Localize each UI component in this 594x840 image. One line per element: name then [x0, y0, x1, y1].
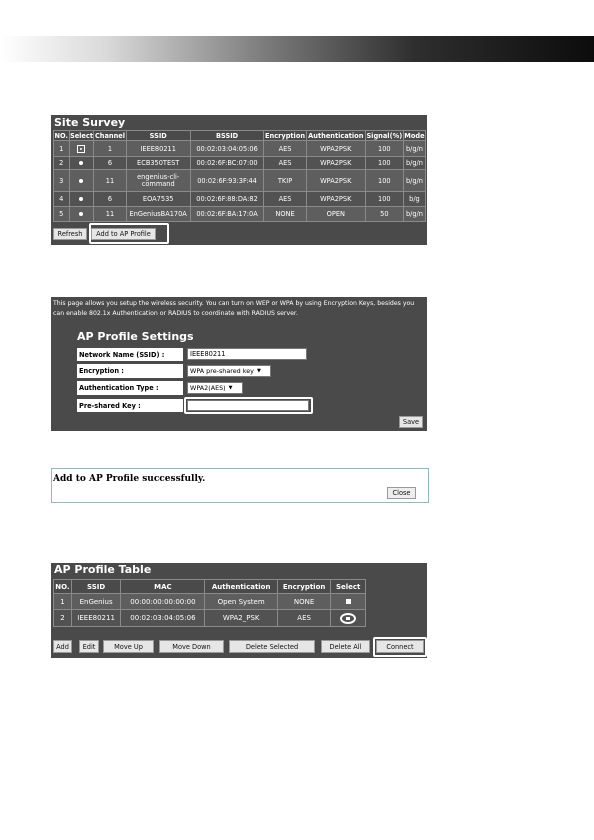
table-row[interactable]: [54, 141, 426, 157]
connect-button[interactable]: Connect: [376, 640, 424, 653]
table-row[interactable]: [54, 170, 426, 192]
psk-input[interactable]: [187, 400, 309, 411]
row-ssid: [126, 170, 190, 192]
radio-selected-icon: [77, 145, 85, 153]
row-ssid: EOA7535: [126, 192, 190, 207]
row-mode: b/g/n: [403, 157, 425, 170]
row-channel: 1: [94, 141, 126, 157]
row-mode: b/g/n: [403, 207, 425, 222]
select-radio-selected[interactable]: [69, 141, 94, 157]
row-encryption: NONE: [264, 207, 306, 222]
row-auth: WPA2_PSK: [205, 610, 277, 627]
row-enc: AES: [277, 610, 331, 627]
checkbox-checked-icon: [346, 617, 350, 620]
row-mode: b/g/n: [403, 170, 425, 192]
row-auth: Open System: [205, 594, 277, 610]
refresh-button[interactable]: Refresh: [53, 228, 87, 240]
select-radio[interactable]: [69, 192, 94, 207]
col-no: NO.: [54, 131, 68, 140]
encryption-select-value: WPA pre-shared key: [190, 367, 254, 375]
auth-type-select-value: WPA2(AES): [190, 384, 226, 392]
row-no: 2: [54, 610, 72, 627]
col-select: Select: [331, 580, 366, 594]
select-radio[interactable]: [69, 170, 94, 192]
row-encryption: AES: [264, 141, 306, 157]
row-auth: WPA2PSK: [306, 170, 365, 192]
row-signal: 100: [365, 157, 403, 170]
move-up-button[interactable]: Move Up: [103, 640, 154, 653]
col-select: Select: [69, 131, 93, 140]
row-mode: b/g/n: [403, 141, 425, 157]
row-no: 1: [54, 141, 70, 157]
row-auth: WPA2PSK: [306, 192, 365, 207]
row-encryption: AES: [264, 192, 306, 207]
row-signal: 50: [365, 207, 403, 222]
ssid-label: Network Name (SSID) :: [77, 348, 183, 361]
table-row[interactable]: [54, 594, 366, 610]
row-mode: b/g: [403, 192, 425, 207]
header-gradient-bar: [0, 36, 594, 62]
row-channel: 11: [94, 170, 126, 192]
row-channel: 6: [94, 192, 126, 207]
chevron-down-icon: ▼: [256, 368, 261, 374]
save-button[interactable]: Save: [399, 416, 423, 428]
table-row[interactable]: [54, 207, 426, 222]
table-row[interactable]: [54, 610, 366, 627]
row-bssid: 00:02:03:04:05:06: [190, 141, 264, 157]
delete-selected-button[interactable]: Delete Selected: [229, 640, 315, 653]
row-mac: 00:00:00:00:00:00: [121, 594, 205, 610]
col-no: NO.: [54, 580, 72, 594]
row-ssid: ECB350TEST: [126, 157, 190, 170]
row-encryption: TKIP: [264, 170, 306, 192]
site-survey-title: Site Survey: [54, 116, 126, 129]
col-authentication: Authentication: [205, 580, 277, 594]
col-channel: Channel: [94, 131, 126, 140]
row-ssid: IEEE80211: [71, 610, 120, 627]
row-enc: NONE: [277, 594, 331, 610]
radio-icon: [79, 161, 83, 165]
move-down-button[interactable]: Move Down: [159, 640, 224, 653]
ap-profile-settings-title: AP Profile Settings: [77, 330, 194, 343]
row-auth: OPEN: [306, 207, 365, 222]
col-bssid: BSSID: [190, 131, 264, 141]
site-survey-table: [53, 130, 426, 222]
col-encryption: Encryption: [265, 131, 306, 140]
table-row[interactable]: [54, 192, 426, 207]
row-signal: 100: [365, 141, 403, 157]
select-checkbox-selected[interactable]: [331, 610, 366, 627]
psk-label: Pre-shared Key :: [77, 399, 183, 412]
encryption-select[interactable]: [187, 365, 271, 377]
add-button[interactable]: Add: [53, 640, 72, 653]
row-channel: 11: [94, 207, 126, 222]
row-mac: 00:02:03:04:05:06: [121, 610, 205, 627]
delete-all-button[interactable]: Delete All: [321, 640, 370, 653]
row-ssid: IEEE80211: [126, 141, 190, 157]
success-message: Add to AP Profile successfully.: [53, 474, 206, 484]
col-signal: Signal(%): [366, 131, 403, 140]
row-auth: WPA2PSK: [306, 141, 365, 157]
col-ssid: SSID: [71, 580, 120, 594]
auth-type-select[interactable]: [187, 382, 243, 394]
row-ssid: EnGeniusBA170A: [126, 207, 190, 222]
ap-profile-table-title: AP Profile Table: [54, 563, 152, 576]
row-no: 3: [54, 170, 70, 192]
radio-icon: [79, 212, 83, 216]
edit-button[interactable]: Edit: [79, 640, 99, 653]
checkbox-icon: [346, 599, 351, 604]
row-bssid: 00:02:6F:BC:07:00: [190, 157, 264, 170]
col-mode: Mode: [404, 131, 425, 140]
row-channel: 6: [94, 157, 126, 170]
radio-icon: [79, 197, 83, 201]
row-auth: WPA2PSK: [306, 157, 365, 170]
select-radio[interactable]: [69, 157, 94, 170]
row-ssid: EnGenius: [71, 594, 120, 610]
col-authentication: Authentication: [308, 131, 364, 140]
radio-icon: [79, 179, 83, 183]
row-no: 1: [54, 594, 72, 610]
row-ssid-text: engenius-cli-command: [137, 172, 180, 188]
message-box: [51, 468, 429, 503]
col-encryption: Encryption: [277, 580, 331, 594]
row-bssid: 00:02:6F:93:3F:44: [190, 170, 264, 192]
row-bssid: 00:02:6F:BA:17:0A: [190, 207, 264, 222]
row-no: 4: [54, 192, 70, 207]
select-checkbox[interactable]: [331, 594, 366, 610]
settings-description: This page allows you setup the wireless security. You can turn on WEP or WPA by using Encryption Keys, besides you can enable 802.1x Authentication or RADIUS to coordinate with RADIUS server.: [53, 300, 415, 317]
ssid-input[interactable]: IEEE80211: [187, 348, 307, 360]
row-signal: 100: [365, 192, 403, 207]
ap-profile-table: [53, 579, 366, 627]
selection-circle-icon: [340, 613, 356, 624]
row-bssid: 00:02:6F:88:DA:82: [190, 192, 264, 207]
row-no: 5: [54, 207, 70, 222]
col-ssid: SSID: [126, 131, 190, 141]
row-signal: 100: [365, 170, 403, 192]
row-encryption: AES: [264, 157, 306, 170]
row-no: 2: [54, 157, 70, 170]
select-radio[interactable]: [69, 207, 94, 222]
encryption-label: Encryption :: [77, 364, 183, 378]
chevron-down-icon: ▼: [228, 385, 233, 391]
auth-type-label: Authentication Type :: [77, 381, 183, 395]
col-mac: MAC: [121, 580, 205, 594]
add-to-ap-profile-button[interactable]: Add to AP Profile: [91, 228, 156, 240]
close-button[interactable]: Close: [387, 487, 416, 499]
table-row[interactable]: [54, 157, 426, 170]
